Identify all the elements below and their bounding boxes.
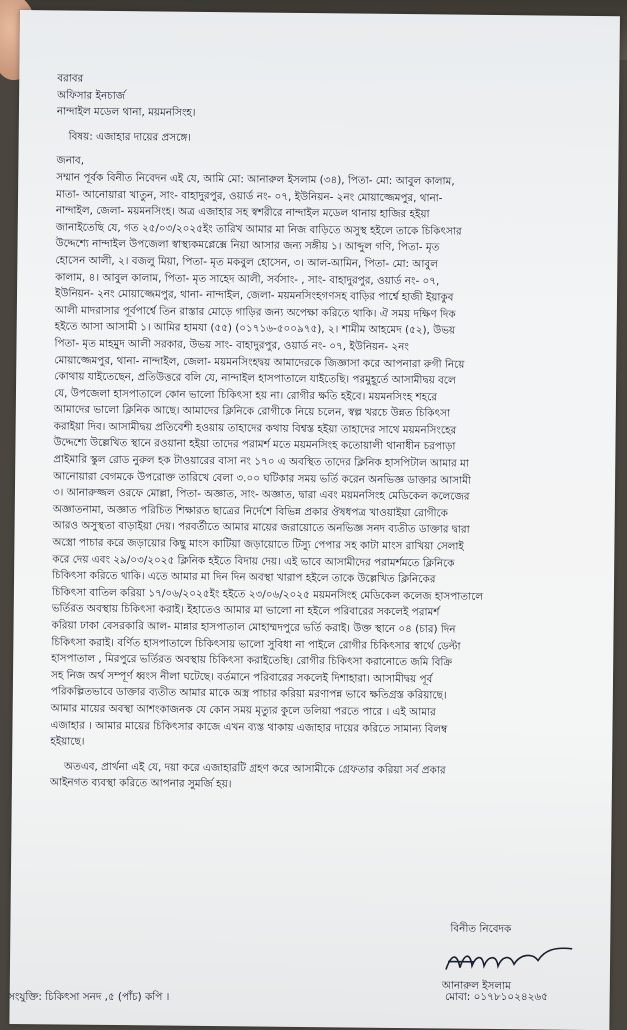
body-line: উদ্দেশ্যে নান্দাইল উপজেলা স্বাস্থ্যকমপ্লেক্সে নিয়া আসার জন্য সঙ্গীয় ১। আব্দুল গণি, পিতা- মৃত bbox=[55, 237, 440, 254]
handwritten-signature bbox=[440, 939, 580, 980]
body-line: চিকিৎসা করিতে থাকি। এতে আমার মা দিন দিন অবস্থা খারাপ হইলে তাকে উল্লেখিত ক্লিনিকের bbox=[52, 569, 436, 586]
body-line: অজ্ঞাতনামা, অজ্ঞাত পরিচিত শিক্ষারত ছাত্রের নির্দেশে বিভিন্ন প্রকার ঔষধপত্র খাওয়াইয়া রোগীকে bbox=[52, 503, 449, 520]
closing-paragraph bbox=[50, 758, 606, 797]
recipient-block bbox=[57, 70, 613, 126]
body-paragraph bbox=[50, 169, 612, 756]
body-line: হইয়াছে। bbox=[50, 735, 85, 748]
signer-name: আনারুল ইসলাম bbox=[441, 979, 512, 993]
body-line: হোসেন আলী, ২। বজলু মিয়া, পিতা- মৃত মকবুল হোসেন, ৩। আল-আমিন, পিতা- মো: আবুল bbox=[55, 254, 439, 271]
paper-sheet bbox=[9, 10, 620, 1030]
subject-line: বিষয়: এজাহার দায়ের প্রসঙ্গে। bbox=[68, 130, 192, 144]
body-line: জানাইতেছি যে, গত ২৫/০৩/২০২৫ইং তারিখ আমার মা নিজ বাড়িতে অসুস্থ হইলে তাকে চিকিৎসার bbox=[55, 221, 462, 238]
closing-line: অতএব, প্রার্থনা এই যে, দয়া করে এজাহারটি গ্রহণ করে আসামীকে গ্রেফতার করিয়া সর্ব প্রকার bbox=[64, 760, 446, 777]
body-line: প্রাইমারি স্কুল রোড নুরুল হক টাওয়ারের বাসা নং ১৭০ এ অবস্থিত তাদের ক্লিনিক হাসপিটাল আমার মা bbox=[53, 453, 469, 470]
body-line: আমাদের ভালো ক্লিনিক আছে। আমাদের ক্লিনিকে রোগীকে নিয়ে চলেন, স্বল্প খরচে উন্নত চিকিৎসা bbox=[53, 403, 451, 420]
body-line: যে, উপজেলা হাসপাতালে কোন ভালো চিকিৎসা হয় না। রোগীর ক্ষতি হইবে। ময়মনসিংহ শহরে bbox=[53, 387, 438, 404]
body-line: আলী মাদরাসার পূর্বপার্শ্বে তিন রাস্তার মোড়ে গাড়ির জন্য অপেক্ষা করিতে থাকি। ঐ সময় দক্ষিণ দিক bbox=[54, 304, 456, 321]
letter-body bbox=[50, 70, 614, 797]
body-line: মাতা- আনোয়ারা খাতুন, সাং- বাহাদুরপুর, ওয়ার্ড নং- ০৭, ইউনিয়ন- ২নং মোয়াজ্জেমপুর, থানা- bbox=[56, 187, 443, 204]
body-line: অস্ত্রো পাচার করে জড়ায়োর কিছু মাংস কাটিয়া জড়ায়োতে টিস্যু পেপার সহ কাটা মাংস রাখিয়া সেলাই bbox=[52, 536, 464, 553]
signoff-label: বিনীত নিবেদক bbox=[450, 922, 512, 936]
recipient-line: বরাবর bbox=[57, 72, 84, 85]
body-line: চিকিৎসা করাই। বর্ণিত হাসপাতালে চিকিৎসায় ভালো সুবিধা না পাইলে রোগীর চিকিৎসার স্বার্থে ডেল্টা bbox=[51, 635, 461, 653]
body-line: কোথায় যাইতেছেন, প্রতিউত্তরে বলি যে, নান্দাইল হাসপাতালে যাইতেছি। পরমুহূর্তে আসামীদ্বয় বলে bbox=[54, 370, 456, 387]
body-line: ভর্তিরত অবস্থায় চিকিৎসা করাই। ইহাতেও আমার মা ভালো না হইলে পরিবারের সকলেই পরামর্শ bbox=[51, 602, 440, 619]
body-line: হইতে আসা আসামী ১। আমির হামযা (৫৫) (০১৭১৬-৫০০৯৭৫), ২। শামীম আহমেদ (৫২), উভয় bbox=[54, 320, 456, 337]
body-line: নান্দাইল, জেলা- ময়মনসিংহ। অত্র এজাহার সহ স্বশরীরে নান্দাইল মডেল থানায় হাজির হইয়া bbox=[55, 204, 430, 221]
body-line: পিতা- মৃত মাহমুদ আলী সরকার, উভয় সাং- বাহাদুরপুর, ওয়ার্ড নং- ০৭, ইউনিয়ন- ২নং bbox=[54, 337, 409, 353]
body-line: ইউনিয়ন- ২নং মোয়াজ্জেমপুর, থানা- নান্দাইল, জেলা- ময়মনসিংহগণসহ বাড়ির পার্শ্বে হাজী ইয়াকুব bbox=[54, 287, 454, 304]
body-line: চিকিৎসা বাতিল করিয়া ১৭/০৬/২০২৫ইং হইতে ২৩/০৬/২০২৫ ময়মনসিংহ মেডিকেল কলেজ হাসপাতালে bbox=[51, 586, 484, 603]
body-line: আনোয়ারা বেগমকে উপরোক্ত তারিখে বেলা ৩.০০ ঘটিকার সময় ভর্তি করেন অনভিজ্ঞ ডাক্তার আসামী bbox=[53, 470, 471, 487]
body-line: সম্মান পূর্বক বিনীত নিবেদন এই যে, আমি মো: আনারুল ইসলাম (৩৪), পিতা- মো: আবুল কালাম, bbox=[56, 171, 455, 188]
body-line: আরও অসুস্থতা বাড়াইয়া দেয়। পরবর্তীতে আমার মায়ের জরায়োতে অনভিজ্ঞ সনদ ব্যতীত ডাক্তার দ্বারা bbox=[52, 519, 470, 537]
body-line: হাসপাতাল , মিরপুরে ভর্তিরত অবস্থায় চিকিৎসা করাইতেছি। রোগীর চিকিৎসা করানোতে জমি বিক্রি bbox=[51, 652, 453, 669]
recipient-line: নান্দাইল মডেল থানা, ময়মনসিংহ। bbox=[56, 105, 196, 120]
body-line: এজাহার । আমার মায়ের চিকিৎসার কাজে এখন ব্যস্ত থাকায় এজাহার দায়ের করিতে সামান্য বিলম্ব bbox=[50, 718, 448, 736]
body-line: করে দেয় এবং ২৯/০৩/২০২৫ ক্লিনিক হইতে বিদায় দেয়। এই ভাবে আসামীদের পরামর্শমতে ক্লিনিকে bbox=[52, 552, 455, 570]
salutation: জনাব, bbox=[56, 154, 85, 168]
attachment-note: সংযুক্তি: চিকিৎসা সনদ ,৫ (পাঁচ) কপি । bbox=[8, 991, 170, 1003]
body-line: পরিকল্পিতভাবে ডাক্তার ব্যতীত আমার মাকে অস্ত্র পাচার করিয়া মরণাপন্ন ভাবে ক্ষতিগ্রস্ত করিয়াছে। bbox=[50, 685, 447, 702]
body-line: ৩। আনারুজ্জল ওরফে মোল্লা, পিতা- অজ্ঞাত, সাং- অজ্ঞাত, দ্বারা এবং ময়মনসিংহ মেডিকেল কলেজের bbox=[52, 486, 470, 503]
mobile-number: মোবা: ০১৭৮১০২৪২৬৫ bbox=[445, 991, 548, 1003]
body-line: মোয়াজ্জেমপুর, থানা- নান্দাইল, জেলা- ময়মনসিংহদ্বয় আমাদেরকে জিজ্ঞাসা করে আপনারা রুগী নিয়ে bbox=[54, 353, 465, 371]
body-line: কালাম, ৪। আবুল কালাম, পিতা- মৃত সাহেদ আলী, সর্বসাং- , সাং- বাহাদুরপুর, ওয়ার্ড নং- ০৭, bbox=[55, 270, 440, 287]
body-line: আমার মায়ের অবস্থা আশংকাজনক যে কোন সময় মৃত্যুর কুলে ডলিয়া পরতে পারে । এই আমার bbox=[50, 702, 436, 719]
body-line: করিয়া ঢাকা বেসরকারি আল- মান্নার হাসপাতাল মোহাম্মদপুরে ভর্তি করাই। উক্ত স্থানে ০৪ (চার) দিন bbox=[51, 619, 456, 636]
recipient-line: অফিসার ইনচার্জ bbox=[57, 88, 126, 102]
body-line: উদ্দেশ্যে উল্লেখিত স্থানে রওয়ানা হইয়া তাদের পরামর্শ মতে ময়মনসিংহ কতোয়ালী থানাধীন চরপাড়া bbox=[53, 436, 456, 454]
closing-line: আইনগত ব্যবস্থা করিতে আপনার সুমর্জি হয়। bbox=[49, 776, 232, 791]
body-line: করাইয়া দিব। আসামীদ্বয় প্রতিবেশী হওয়ায় তাহাদের কথায় বিশ্বস্ত হইয়া তাহাদের সাথে ময়মনসিংহের bbox=[53, 420, 457, 437]
body-line: সহ নিজ অর্থ সম্পূর্ণ ধ্বংস নীলা ঘটেছে। বর্তমানে পরিবারের সকলেই দিশাহারা। আসামীদ্বয় পূর্ব bbox=[50, 669, 433, 686]
